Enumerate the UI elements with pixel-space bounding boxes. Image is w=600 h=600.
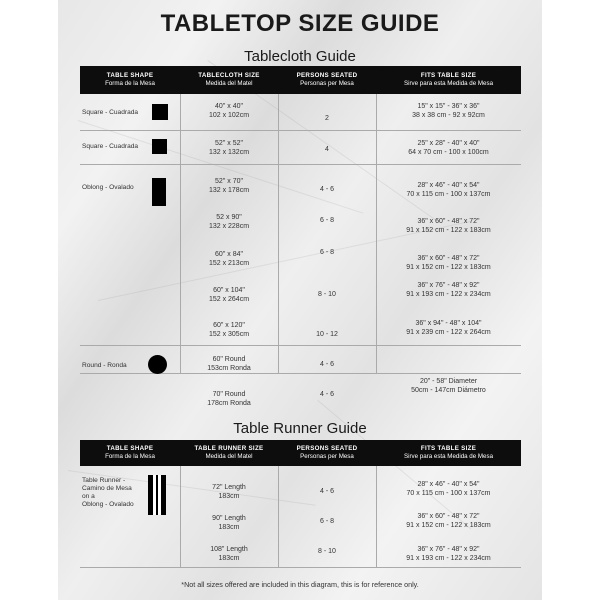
header-tablecloth-size: TABLECLOTH SIZE Medida del Matel [198, 72, 260, 87]
persons-seated-7: 10 - 12 [316, 331, 338, 338]
header-persons-seated: PERSONS SEATED Personas per Mesa [296, 445, 358, 460]
header-fits-table-size: FITS TABLE SIZE Sirve para esta Medida de Mesa [403, 72, 494, 87]
footnote: *Not all sizes offered are included in this diagram, this is for reference only. [181, 580, 419, 589]
shape-label-square-1: Square - Cuadrada [82, 109, 139, 116]
tablecloth-size-6: 60" x 104" 152 x 264cm [208, 287, 250, 303]
tablecloth-size-7: 60" x 120" 152 x 305cm [208, 322, 250, 338]
runner-fits-2: 36" x 60" - 48" x 72" 91 x 152 cm - 122 x 183cm [406, 513, 491, 529]
marble-background [58, 0, 542, 600]
tablecloth-size-8: 60" Round 153cm Ronda [207, 356, 251, 372]
persons-seated-1: 2 [325, 115, 329, 122]
persons-seated-4: 6 - 8 [319, 217, 334, 224]
runner-persons-3: 8 - 10 [318, 548, 336, 555]
runner-header-row [80, 440, 521, 466]
persons-seated-6: 8 - 10 [318, 291, 336, 298]
tablecloth-size-1: 40" x 40" 102 x 102cm [208, 103, 250, 119]
fits-table-size-1: 15" x 15" - 36" x 36" 38 x 38 cm - 92 x 92cm [412, 103, 485, 119]
oblong-shape-icon [152, 178, 166, 206]
runner-shape-label: Table Runner - Camino de Mesa on a Oblong - Ovalado [82, 477, 134, 508]
tablecloth-table [80, 66, 521, 407]
round-shape-icon [148, 355, 167, 374]
runner-size-1: 72" Length 183cm [212, 484, 246, 500]
fits-table-size-3: 28" x 46" - 40" x 54" 70 x 115 cm - 100 x 137cm [406, 182, 491, 198]
runner-persons-1: 4 - 6 [319, 488, 334, 495]
tablecloth-size-2: 52" x 52" 132 x 132cm [208, 140, 250, 156]
tablecloth-guide-title: Tablecloth Guide [244, 48, 356, 65]
fits-table-size-2: 25" x 28" - 40" x 40" 64 x 70 cm - 100 x 100cm [408, 140, 489, 156]
shape-label-round: Round - Ronda [82, 362, 127, 369]
table-runner-icon [148, 475, 166, 515]
fits-table-size-5: 36" x 60" - 48" x 72" 91 x 152 cm - 122 x 183cm [406, 255, 491, 271]
persons-seated-3: 4 - 6 [319, 186, 334, 193]
persons-seated-5: 6 - 8 [319, 249, 334, 256]
shape-label-square-2: Square - Cuadrada [82, 143, 139, 150]
fits-table-size-6: 36" x 76" - 48" x 92" 91 x 193 cm - 122 x 234cm [406, 282, 491, 298]
header-fits-table-size: FITS TABLE SIZE Sirve para esta Medida de Mesa [403, 445, 494, 460]
tablecloth-header-row [80, 66, 521, 94]
tablecloth-size-3: 52" x 70" 132 x 178cm [208, 178, 250, 194]
header-table-runner-size: TABLE RUNNER SIZE Medida del Matel [194, 445, 264, 460]
runner-guide-title: Table Runner Guide [233, 420, 367, 437]
persons-seated-9: 4 - 6 [319, 391, 334, 398]
tablecloth-size-9: 70" Round 178cm Ronda [207, 391, 251, 407]
square-shape-icon [152, 139, 167, 154]
runner-fits-3: 36" x 76" - 48" x 92" 91 x 193 cm - 122 x 234cm [406, 546, 491, 562]
shape-label-oblong: Oblong - Ovalado [82, 184, 134, 191]
square-shape-icon [152, 104, 168, 120]
fits-table-size-4: 36" x 60" - 48" x 72" 91 x 152 cm - 122 x 183cm [406, 218, 491, 234]
runner-size-2: 90" Length 183cm [212, 515, 246, 531]
runner-size-3: 108" Length 183cm [210, 546, 248, 562]
runner-fits-1: 28" x 46" - 40" x 54" 70 x 115 cm - 100 x 137cm [406, 481, 491, 497]
page-title: TABLETOP SIZE GUIDE [160, 10, 440, 37]
tablecloth-size-4: 52 x 90" 132 x 228cm [208, 214, 250, 230]
fits-table-size-7: 36" x 94" - 48" x 104" 91 x 239 cm - 122 x 264cm [406, 320, 491, 336]
runner-table [80, 440, 521, 568]
persons-seated-2: 4 [325, 146, 329, 153]
fits-table-size-round: 20" - 58" Diameter 50cm - 147cm Diámetro [411, 378, 486, 394]
tablecloth-size-5: 60" x 84" 152 x 213cm [208, 251, 250, 267]
header-table-shape: TABLE SHAPE Forma de la Mesa [105, 445, 155, 460]
persons-seated-8: 4 - 6 [319, 361, 334, 368]
header-table-shape: TABLE SHAPE Forma de la Mesa [105, 72, 155, 87]
runner-persons-2: 6 - 8 [319, 518, 334, 525]
header-persons-seated: PERSONS SEATED Personas per Mesa [296, 72, 358, 87]
